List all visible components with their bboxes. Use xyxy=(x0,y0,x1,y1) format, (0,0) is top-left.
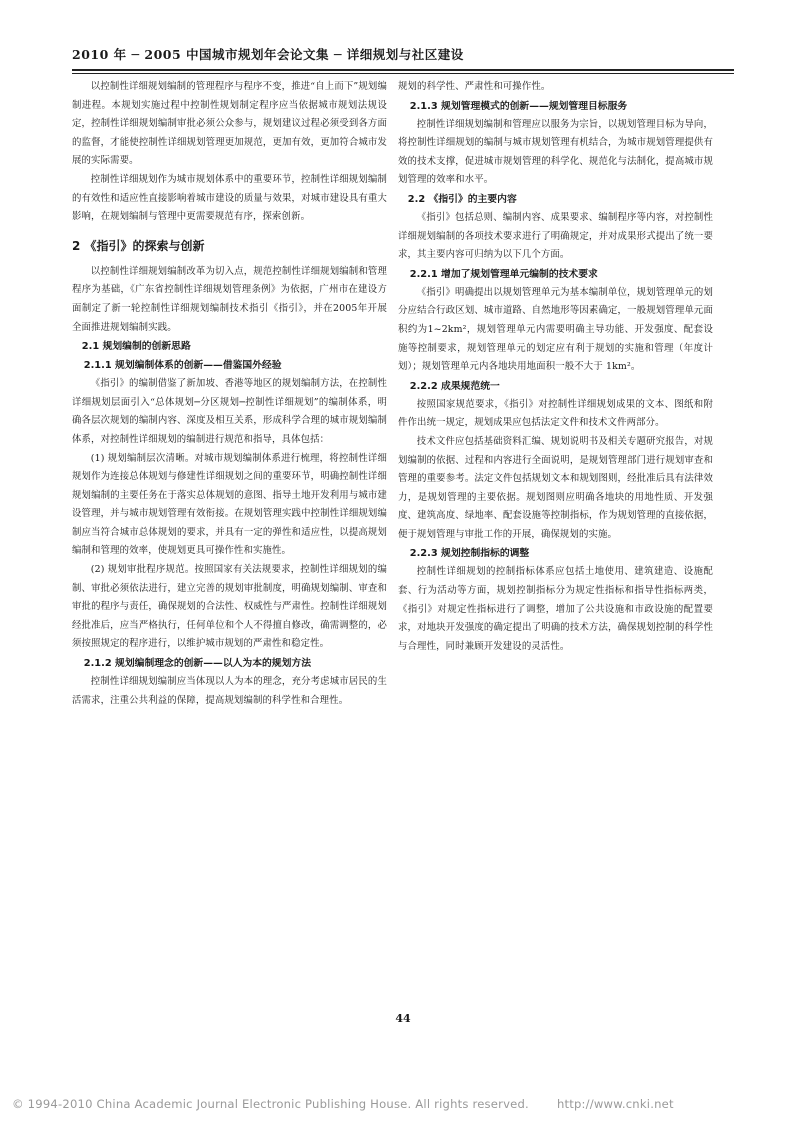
header-rule-thick xyxy=(72,69,734,71)
subsubsection-heading: 2.1.1 规划编制体系的创新——借鉴国外经验 xyxy=(83,360,282,372)
subsection-heading: 2.1 规划编制的创新思路 xyxy=(81,341,191,353)
section-paragraph: 以控制性详细规划编制改革为切入点，规范控制性详细规划编制和管理程序为基础，《广东省控制性详细规划管理条例》为依据，广州市在建设方面制定了新一轮控制性详细规划编制技术指引《指引》，并在2005年开展全面推进规划编制实践。 xyxy=(72,265,387,333)
body-paragraph: 《指引》的编制借鉴了新加坡、香港等地区的规划编制方法，在控制性详细规划层面引入“总体规划─分区规划─控制性详细规划”的编制体系，明确各层次规划的编制内容、深度及相互关系，形成科学合理的城市规划编制体系，对控制性详细规划的编制进行规范和指导，具体包括： xyxy=(72,378,387,445)
intro-paragraph: 控制性详细规划作为城市规划体系中的重要环节，控制性详细规划编制的有效性和适应性直接影响着城市建设的质量与效果，对城市建设具有重大影响，在规划编制与管理中更需要规范有序，探索创新。 xyxy=(72,173,387,223)
copyright-notice: © 1994-2010 China Academic Journal Electronic Publishing House. All rights reserved. xyxy=(12,1097,529,1111)
body-paragraph: (1) 规划编制层次清晰。对城市规划编制体系进行梳理，将控制性详细规划作为连接总体规划与修建性详细规划之间的重要环节，明确控制性详细规划编制的主要任务在于落实总体规划的意图、指导土地开发利用与城市建设管理，并与城市规划管理有效衔接。在规划管理实践中控制性详细规划编制应当符合城市总体规划的要求，并具有一定的弹性和适应性，以提高规划编制和管理的效率，使规划更具可操作性和实施性。 xyxy=(72,452,387,557)
body-paragraph: 控制性详细规划编制应当体现以人为本的理念，充分考虑城市居民的生活需求，注重公共利益的保障，提高规划编制的科学性和合理性。 xyxy=(72,676,387,706)
subsubsection-heading: 2.2.2 成果规范统一 xyxy=(409,380,500,392)
section-heading: 2 《指引》的探索与创新 xyxy=(72,238,205,253)
body-paragraph: 《指引》明确提出以规划管理单元为基本编制单位，规划管理单元的划分应结合行政区划、城市道路、自然地形等因素确定，一般规划管理单元面积约为1~2km²，规划管理单元内需要明确主导功能、开发强度、配套设施等控制要求，规划管理单元的划定应有利于规划的实施和管理（年度计划）；规划管理单元内各地块用地面积一般不大于 1km²。 xyxy=(398,286,713,373)
subsubsection-heading: 2.1.3 规划管理模式的创新——规划管理目标服务 xyxy=(409,100,628,112)
body-paragraph: 控制性详细规划编制和管理应以服务为宗旨，以规划管理目标为导向，将控制性详细规划的编制与城市规划管理有机结合，为城市规划管理提供有效的技术支撑，促进城市规划管理的科学化、规范化与法制化，提高城市规划管理的效率和水平。 xyxy=(398,118,713,186)
body-paragraph: 按照国家规范要求，《指引》对控制性详细规划成果的文本、图纸和附件作出统一规定，规划成果应包括法定文件和技术文件两部分。 xyxy=(398,398,713,429)
body-paragraph: (2) 规划审批程序规范。按照国家有关法规要求，控制性详细规划的编制、审批必须依法进行，建立完善的规划审批制度，明确规划编制、审查和审批的程序与责任，确保规划的合法性、权威性与严肃性。控制性详细规划经批准后，应当严格执行，任何单位和个人不得擅自修改，确需调整的，必须按照规定的程序进行，以维护城市规划的严肃性和稳定性。 xyxy=(72,564,387,650)
running-header: 2010 年 ─ 2005 中国城市规划年会论文集 ─ 详细规划与社区建设 xyxy=(72,47,464,62)
subsection-heading: 2.2 《指引》的主要内容 xyxy=(407,193,517,205)
subsubsection-heading: 2.1.2 规划编制理念的创新——以人为本的规划方法 xyxy=(83,658,311,670)
body-paragraph: 控制性详细规划的控制指标体系应包括土地使用、建筑建造、设施配套、行为活动等方面，规划控制指标分为规定性指标和指导性指标两类，《指引》对规定性指标进行了调整，增加了公共设施和市政设施的配置要求，对地块开发强度的确定提出了明确的技术方法，确保规划控制的科学性与合理性，同时兼顾开发建设的灵活性。 xyxy=(398,566,713,652)
header-rule-thin xyxy=(72,73,734,74)
page-footer xyxy=(12,1097,802,1117)
body-paragraph: 技术文件应包括基础资料汇编、规划说明书及相关专题研究报告，对规划编制的依据、过程和内容进行全面说明，是规划管理部门进行规划审查和管理的重要参考。法定文件包括规划文本和规划图则，经批准后具有法律效力，是规划管理的主要依据。规划图则应明确各地块的用地性质、开发强度、建筑高度、绿地率、配套设施等控制指标，作为规划管理的直接依据，便于规划管理与审批工作的开展，确保规划的实施。 xyxy=(398,435,713,540)
page-number: 44 xyxy=(395,1012,411,1025)
body-paragraph: 《指引》包括总则、编制内容、成果要求、编制程序等内容，对控制性详细规划编制的各项技术要求进行了明确规定，并对成果形式提出了统一要求，其主要内容可归纳为以下几个方面。 xyxy=(398,211,713,261)
footer-link[interactable]: http://www.cnki.net xyxy=(556,1097,674,1111)
subsubsection-heading: 2.2.3 规划控制指标的调整 xyxy=(409,548,530,560)
right-column xyxy=(398,78,713,1038)
left-column xyxy=(72,78,387,1038)
subsubsection-heading: 2.2.1 增加了规划管理单元编制的技术要求 xyxy=(409,268,598,280)
intro-paragraph: 以控制性详细规划编制的管理程序与程序不变，推进“自上而下”规划编制进程。本规划实施过程中控制性规划制定程序应当依据城市规划法规设定，控制性详细规划编制审批必须公众参与，规划建议过程必须受到各方面的监督，才能使控制性详细规划管理更加规范，更加有效，更加符合城市发展的实际需要。 xyxy=(72,81,387,167)
body-paragraph: 规划的科学性、严肃性和可操作性。 xyxy=(398,81,551,92)
